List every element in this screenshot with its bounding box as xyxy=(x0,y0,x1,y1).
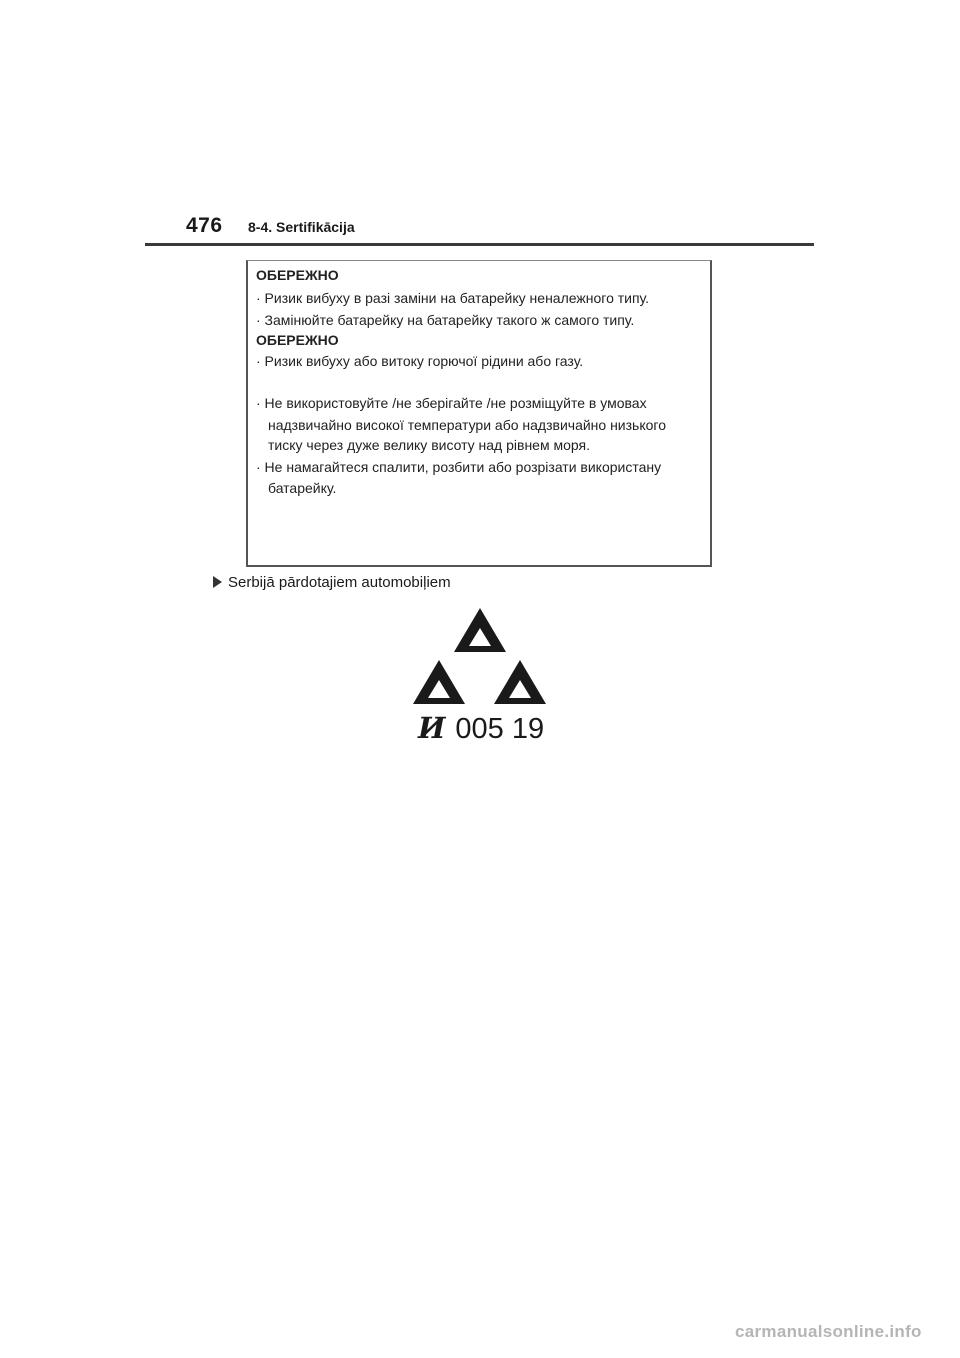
warning-heading: ОБЕРЕЖНО xyxy=(256,332,339,348)
warning-line: батарейку. xyxy=(268,480,337,496)
warning-line: тиску через дуже велику висоту над рівнем моря. xyxy=(268,437,590,453)
certification-number: 005 19 xyxy=(455,713,545,745)
battery-warning-label xyxy=(246,260,712,567)
warning-line: · Ризик вибуху або витоку горючої рідини або газу. xyxy=(256,353,584,369)
serbia-section-heading xyxy=(213,574,451,591)
warning-line: · Не використовуйте /не зберігайте /не розміщуйте в умовах xyxy=(256,395,647,411)
warning-heading: ОБЕРЕЖНО xyxy=(256,267,339,283)
certification-letter: И xyxy=(418,711,446,745)
triangle-icon xyxy=(494,660,546,704)
certification-code xyxy=(418,711,544,746)
section-title: 8-4. Sertifikācija xyxy=(248,219,355,235)
triangle-arrow-icon xyxy=(213,576,222,588)
triangle-icon xyxy=(413,660,465,704)
warning-line: · Ризик вибуху в разі заміни на батарейку неналежного типу. xyxy=(256,290,650,306)
warning-line: · Не намагайтеся спалити, розбити або розрізати використану xyxy=(256,459,662,475)
serbia-section-label: Serbijā pārdotajiem automobiļiem xyxy=(228,574,451,591)
warning-line: надзвичайно високої температури або надзвичайно низького xyxy=(268,417,666,433)
page-number: 476 xyxy=(186,214,223,237)
site-watermark: carmanualsonline.info xyxy=(735,1322,922,1341)
warning-line: · Замінюйте батарейку на батарейку такого ж самого типу. xyxy=(256,312,635,328)
triangle-icon xyxy=(454,608,506,652)
header-divider xyxy=(145,243,814,246)
